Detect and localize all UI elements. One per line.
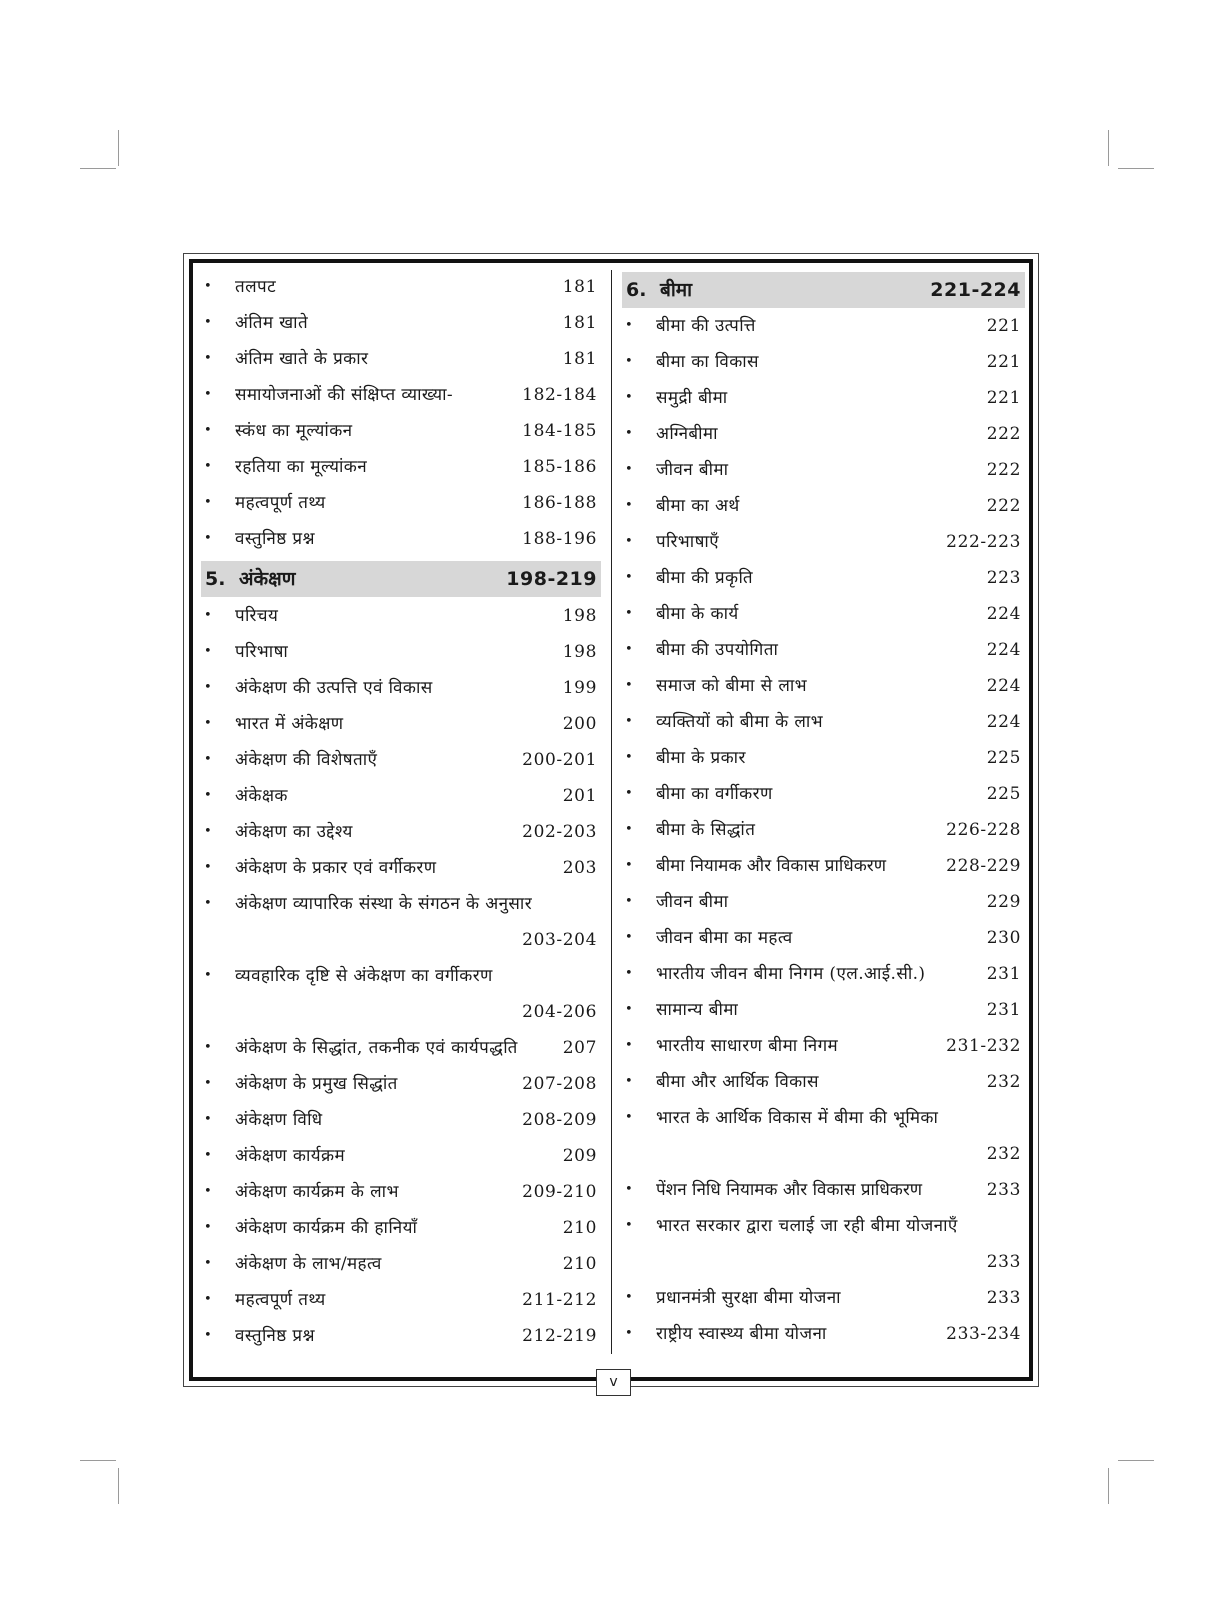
toc-entry-label: भारतीय साधारण बीमा निगम	[656, 1036, 839, 1056]
bullet-icon: •	[625, 822, 633, 837]
bullet-icon: •	[625, 1110, 633, 1125]
toc-entry-page: 232	[986, 1144, 1021, 1164]
chapter-page-range: 198-219	[506, 568, 597, 590]
bullet-icon: •	[625, 714, 633, 729]
bullet-icon: •	[625, 750, 633, 765]
bullet-icon: •	[204, 824, 212, 839]
bullet-icon: •	[625, 318, 633, 333]
toc-entry-label: भारत में अंकेक्षण	[235, 714, 344, 734]
toc-entry	[201, 1283, 601, 1317]
toc-entry-page: 226-228	[946, 820, 1021, 840]
toc-entry-label: वस्तुनिष्ठ प्रश्न	[235, 1326, 315, 1346]
toc-entry-page: 184-185	[522, 421, 597, 441]
toc-entry-label: रहतिया का मूल्यांकन	[235, 457, 368, 477]
bullet-icon: •	[625, 1038, 633, 1053]
toc-entry	[622, 849, 1025, 883]
bullet-icon: •	[625, 462, 633, 477]
toc-entry	[201, 1211, 601, 1245]
bullet-icon: •	[625, 678, 633, 693]
toc-entry-label: स्कंध का मूल्यांकन	[235, 421, 353, 441]
toc-entry	[201, 414, 601, 448]
crop-mark	[118, 130, 119, 166]
toc-entry-page: 222	[986, 496, 1021, 516]
toc-entry	[622, 921, 1025, 955]
toc-entry-label: भारत सरकार द्वारा चलाई जा रही बीमा योजनाएँ	[656, 1216, 958, 1236]
bullet-icon: •	[204, 1220, 212, 1235]
toc-entry-label: अंतिम खाते	[235, 313, 309, 333]
page-number: v	[596, 1369, 631, 1396]
toc-entry-label: बीमा का अर्थ	[656, 496, 740, 516]
toc-entry	[622, 1101, 1025, 1135]
toc-entry-label: अंकेक्षण के लाभ/महत्व	[235, 1254, 382, 1274]
toc-entry	[201, 450, 601, 484]
toc-entry-page: 224	[986, 712, 1021, 732]
bullet-icon: •	[625, 786, 633, 801]
bullet-icon: •	[625, 930, 633, 945]
bullet-icon: •	[204, 1292, 212, 1307]
bullet-icon: •	[625, 534, 633, 549]
toc-entry	[622, 1209, 1025, 1243]
bullet-icon: •	[204, 788, 212, 803]
bullet-icon: •	[625, 894, 633, 909]
toc-entry	[201, 1247, 601, 1281]
bullet-icon: •	[204, 459, 212, 474]
toc-entry	[622, 453, 1025, 487]
bullet-icon: •	[625, 1326, 633, 1341]
toc-entry	[622, 705, 1025, 739]
bullet-icon: •	[204, 531, 212, 546]
toc-entry	[622, 813, 1025, 847]
bullet-icon: •	[625, 966, 633, 981]
toc-entry-page: 181	[562, 277, 597, 297]
bullet-icon: •	[204, 1184, 212, 1199]
bullet-icon: •	[204, 716, 212, 731]
toc-entry	[201, 1175, 601, 1209]
toc-entry-label: बीमा का विकास	[656, 352, 759, 372]
toc-entry-page: 233-234	[946, 1324, 1021, 1344]
toc-entry	[622, 381, 1025, 415]
bullet-icon: •	[204, 1328, 212, 1343]
toc-entry-page: 229	[986, 892, 1021, 912]
crop-mark	[118, 1468, 119, 1504]
chapter-number: 6.	[626, 279, 647, 301]
toc-entry-label: अंकेक्षण के प्रकार एवं वर्गीकरण	[235, 858, 437, 878]
bullet-icon: •	[625, 498, 633, 513]
toc-entry-continuation	[622, 1245, 1025, 1279]
toc-entry-page: 211-212	[522, 1290, 597, 1310]
toc-entry-label: परिभाषाएँ	[656, 532, 719, 552]
toc-entry-page: 224	[986, 640, 1021, 660]
bullet-icon: •	[625, 1002, 633, 1017]
toc-entry-label: व्यक्तियों को बीमा के लाभ	[656, 712, 824, 732]
bullet-icon: •	[625, 1290, 633, 1305]
bullet-icon: •	[625, 642, 633, 657]
toc-entry-page: 224	[986, 604, 1021, 624]
toc-entry-page: 231	[986, 964, 1021, 984]
toc-entry	[622, 633, 1025, 667]
toc-entry	[622, 669, 1025, 703]
toc-entry	[622, 597, 1025, 631]
bullet-icon: •	[204, 860, 212, 875]
toc-entry-label: अंकेक्षण के प्रमुख सिद्धांत	[235, 1074, 398, 1094]
toc-entry-page: 222	[986, 460, 1021, 480]
toc-entry-label: भारत के आर्थिक विकास में बीमा की भूमिका	[656, 1108, 939, 1128]
toc-entry-label: समुद्री बीमा	[656, 388, 728, 408]
bullet-icon: •	[204, 1256, 212, 1271]
bullet-icon: •	[625, 390, 633, 405]
toc-entry-label: बीमा की प्रकृति	[656, 568, 753, 588]
bullet-icon: •	[204, 1040, 212, 1055]
bullet-icon: •	[204, 495, 212, 510]
bullet-icon: •	[204, 1148, 212, 1163]
toc-entry-page: 200-201	[522, 750, 597, 770]
toc-entry	[201, 815, 601, 849]
toc-entry-page: 225	[986, 784, 1021, 804]
toc-entry	[201, 779, 601, 813]
toc-entry-page: 181	[562, 313, 597, 333]
bullet-icon: •	[204, 387, 212, 402]
toc-entry-label: पेंशन निधि नियामक और विकास प्राधिकरण	[656, 1180, 923, 1200]
toc-entry	[622, 489, 1025, 523]
toc-entry	[622, 1065, 1025, 1099]
toc-entry	[201, 1067, 601, 1101]
chapter-title: अंकेक्षण	[239, 568, 296, 590]
toc-entry-label: अंकेक्षक	[235, 786, 288, 806]
bullet-icon: •	[204, 608, 212, 623]
toc-entry	[201, 1319, 601, 1353]
crop-mark	[1118, 1460, 1154, 1461]
toc-entry-label: बीमा के प्रकार	[656, 748, 746, 768]
toc-entry-page: 186-188	[522, 493, 597, 513]
toc-entry	[201, 599, 601, 633]
toc-entry-page: 231	[986, 1000, 1021, 1020]
toc-entry	[201, 959, 601, 993]
toc-entry	[201, 1031, 601, 1065]
toc-entry	[201, 635, 601, 669]
toc-entry	[622, 885, 1025, 919]
toc-entry	[201, 743, 601, 777]
toc-entry-page: 201	[562, 786, 597, 806]
chapter-heading	[622, 272, 1025, 308]
toc-entry-continuation	[201, 923, 601, 957]
toc-entry-continuation	[622, 1137, 1025, 1171]
toc-entry	[201, 378, 601, 412]
toc-entry	[201, 887, 601, 921]
bullet-icon: •	[204, 351, 212, 366]
toc-entry-page: 221	[986, 352, 1021, 372]
toc-entry-label: समायोजनाओं की संक्षिप्त व्याख्या-	[235, 385, 454, 405]
toc-entry	[622, 309, 1025, 343]
toc-entry	[201, 486, 601, 520]
toc-entry-page: 185-186	[522, 457, 597, 477]
toc-entry-page: 210	[562, 1254, 597, 1274]
bullet-icon: •	[204, 644, 212, 659]
toc-entry-page: 209	[562, 1146, 597, 1166]
toc-entry-label: जीवन बीमा का महत्व	[656, 928, 793, 948]
toc-entry-label: बीमा का वर्गीकरण	[656, 784, 773, 804]
toc-entry-label: बीमा की उत्पत्ति	[656, 316, 756, 336]
toc-entry-label: परिभाषा	[235, 642, 289, 662]
toc-entry-page: 209-210	[522, 1182, 597, 1202]
toc-entry-page: 198	[562, 606, 597, 626]
bullet-icon: •	[204, 896, 212, 911]
toc-entry-label: अंकेक्षण की विशेषताएँ	[235, 750, 378, 770]
toc-entry	[201, 707, 601, 741]
toc-entry-page: 233	[986, 1252, 1021, 1272]
toc-entry	[622, 417, 1025, 451]
toc-entry-page: 207-208	[522, 1074, 597, 1094]
toc-entry-label: सामान्य बीमा	[656, 1000, 739, 1020]
bullet-icon: •	[625, 426, 633, 441]
toc-entry-label: बीमा की उपयोगिता	[656, 640, 779, 660]
toc-entry-page: 233	[986, 1288, 1021, 1308]
toc-entry	[201, 342, 601, 376]
toc-entry	[201, 851, 601, 885]
toc-entry-page: 200	[562, 714, 597, 734]
toc-entry-label: बीमा नियामक और विकास प्राधिकरण	[656, 856, 887, 876]
bullet-icon: •	[204, 752, 212, 767]
toc-entry-page: 233	[986, 1180, 1021, 1200]
bullet-icon: •	[625, 1218, 633, 1233]
toc-entry-label: राष्ट्रीय स्वास्थ्य बीमा योजना	[656, 1324, 827, 1344]
bullet-icon: •	[204, 279, 212, 294]
toc-entry	[201, 522, 601, 556]
chapter-page-range: 221-224	[930, 279, 1021, 301]
toc-entry-page: 223	[986, 568, 1021, 588]
toc-entry	[201, 1139, 601, 1173]
toc-entry-page: 202-203	[522, 822, 597, 842]
toc-entry	[622, 993, 1025, 1027]
toc-entry	[622, 777, 1025, 811]
toc-entry	[201, 671, 601, 705]
toc-entry-page: 231-232	[946, 1036, 1021, 1056]
toc-entry	[201, 270, 601, 304]
bullet-icon: •	[204, 680, 212, 695]
bullet-icon: •	[625, 354, 633, 369]
toc-entry-label: बीमा के कार्य	[656, 604, 739, 624]
toc-entry-label: प्रधानमंत्री सुरक्षा बीमा योजना	[656, 1288, 841, 1308]
toc-entry-page: 204-206	[522, 1002, 597, 1022]
bullet-icon: •	[204, 315, 212, 330]
toc-entry-page: 208-209	[522, 1110, 597, 1130]
toc-entry	[622, 741, 1025, 775]
toc-entry-page: 221	[986, 388, 1021, 408]
bullet-icon: •	[204, 968, 212, 983]
crop-mark	[1108, 130, 1109, 166]
toc-entry-label: अंकेक्षण कार्यक्रम की हानियाँ	[235, 1218, 418, 1238]
toc-entry-label: अंकेक्षण कार्यक्रम के लाभ	[235, 1182, 399, 1202]
toc-entry-page: 181	[562, 349, 597, 369]
toc-entry-label: अंकेक्षण कार्यक्रम	[235, 1146, 346, 1166]
toc-entry-page: 182-184	[522, 385, 597, 405]
toc-entry-label: महत्वपूर्ण तथ्य	[235, 493, 326, 513]
toc-entry	[622, 525, 1025, 559]
toc-entry-page: 210	[562, 1218, 597, 1238]
toc-entry-page: 207	[562, 1038, 597, 1058]
crop-mark	[1108, 1468, 1109, 1504]
bullet-icon: •	[625, 606, 633, 621]
bullet-icon: •	[625, 570, 633, 585]
toc-entry-label: महत्वपूर्ण तथ्य	[235, 1290, 326, 1310]
bullet-icon: •	[625, 1182, 633, 1197]
toc-entry-label: परिचय	[235, 606, 279, 626]
toc-entry-label: अंकेक्षण विधि	[235, 1110, 323, 1130]
toc-entry-page: 212-219	[522, 1326, 597, 1346]
column-divider	[611, 270, 612, 1354]
toc-entry-page: 222	[986, 424, 1021, 444]
toc-entry-page: 198	[562, 642, 597, 662]
toc-entry-page: 199	[562, 678, 597, 698]
toc-entry-label: अग्निबीमा	[656, 424, 718, 444]
bullet-icon: •	[204, 1112, 212, 1127]
toc-entry	[201, 306, 601, 340]
crop-mark	[80, 1460, 116, 1461]
toc-entry-label: वस्तुनिष्ठ प्रश्न	[235, 529, 315, 549]
toc-entry-label: बीमा के सिद्धांत	[656, 820, 756, 840]
toc-entry-page: 230	[986, 928, 1021, 948]
toc-entry-label: बीमा और आर्थिक विकास	[656, 1072, 819, 1092]
toc-entry-label: अंकेक्षण के सिद्धांत, तकनीक एवं कार्यपद्धति	[235, 1038, 518, 1058]
toc-entry-label: अंकेक्षण की उत्पत्ति एवं विकास	[235, 678, 433, 698]
toc-entry-label: जीवन बीमा	[656, 460, 729, 480]
toc-entry-page: 222-223	[946, 532, 1021, 552]
toc-entry-label: अंकेक्षण का उद्देश्य	[235, 822, 353, 842]
toc-entry-page: 203-204	[522, 930, 597, 950]
bullet-icon: •	[204, 423, 212, 438]
toc-entry	[622, 957, 1025, 991]
toc-entry	[622, 1173, 1025, 1207]
bullet-icon: •	[625, 858, 633, 873]
chapter-title: बीमा	[660, 279, 693, 301]
toc-entry-label: समाज को बीमा से लाभ	[656, 676, 807, 696]
toc-entry-label: तलपट	[235, 277, 277, 297]
toc-entry	[201, 1103, 601, 1137]
toc-entry-label: जीवन बीमा	[656, 892, 729, 912]
toc-entry-page: 232	[986, 1072, 1021, 1092]
bullet-icon: •	[204, 1076, 212, 1091]
toc-entry-label: भारतीय जीवन बीमा निगम (एल.आई.सी.)	[656, 964, 926, 984]
toc-entry-page: 225	[986, 748, 1021, 768]
chapter-number: 5.	[205, 568, 226, 590]
toc-entry	[622, 1029, 1025, 1063]
crop-mark	[1118, 168, 1154, 169]
toc-entry	[622, 345, 1025, 379]
toc-entry-label: अंतिम खाते के प्रकार	[235, 349, 369, 369]
toc-entry-label: अंकेक्षण व्यापारिक संस्था के संगठन के अनुसार	[235, 894, 533, 914]
toc-entry-continuation	[201, 995, 601, 1029]
toc-entry	[622, 1317, 1025, 1351]
toc-entry-page: 221	[986, 316, 1021, 336]
toc-entry-page: 203	[562, 858, 597, 878]
toc-entry-page: 228-229	[946, 856, 1021, 876]
toc-entry-page: 188-196	[522, 529, 597, 549]
crop-mark	[80, 168, 116, 169]
toc-entry-label: व्यवहारिक दृष्टि से अंकेक्षण का वर्गीकरण	[235, 966, 493, 986]
toc-entry	[622, 561, 1025, 595]
toc-entry-page: 224	[986, 676, 1021, 696]
toc-entry	[622, 1281, 1025, 1315]
bullet-icon: •	[625, 1074, 633, 1089]
chapter-heading	[201, 561, 601, 597]
